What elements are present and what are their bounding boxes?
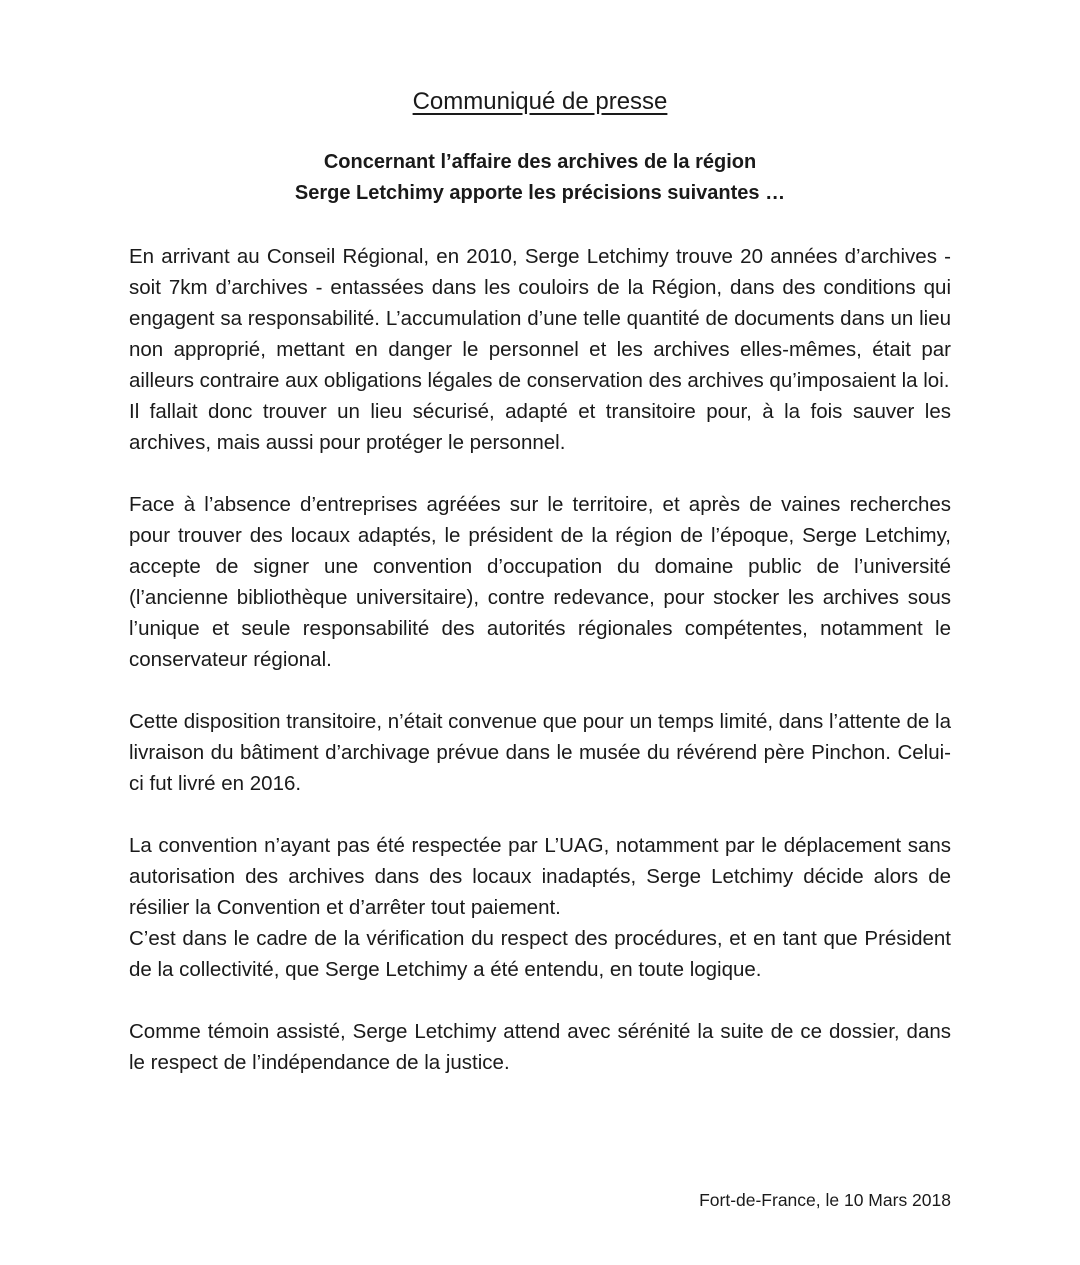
subtitle-line-1: Concernant l’affaire des archives de la région [323, 151, 757, 173]
paragraph-arrival: En arrivant au Conseil Régional, en 2010, Serge Letchimy trouve 20 années d’archives - soit 7km d’archives - entassées dans les couloirs de la Région, dans des conditions qui engagent sa responsabilité. L’accumulation d’une telle quantité de documents dans un lieu non approprié, mettant en danger le personnel et les archives elles-mêmes, était par ailleurs contraire aux obligations légales de conservation des archives qu’imposaient la loi. [129, 245, 951, 392]
document-title [0, 84, 1080, 120]
paragraph-hearing: C’est dans le cadre de la vérification du respect des procédures, et en tant que Président de la collectivité, que Serge Letchimy a été entendu, en toute logique. [129, 927, 951, 981]
paragraph-transitional: Cette disposition transitoire, n’était convenue que pour un temps limité, dans l’attente de la livraison du bâtiment d’archivage prévue dans le musée du révérend père Pinchon. Celui-ci fut livré en 2016. [129, 710, 951, 795]
document-body [129, 241, 951, 1109]
paragraph-witness: Comme témoin assisté, Serge Letchimy attend avec sérénité la suite de ce dossier, dans le respect de l’indépendance de la justice. [129, 1020, 951, 1074]
paragraph-secure-location: Il fallait donc trouver un lieu sécurisé, adapté et transitoire pour, à la fois sauver les archives, mais aussi pour protéger le personnel. [129, 400, 951, 454]
paragraph-convention: Face à l’absence d’entreprises agréées sur le territoire, et après de vaines recherches pour trouver des locaux adaptés, le président de la région de l’époque, Serge Letchimy, accepte de signer une convention d’occupation du domaine public de l’université (l’ancienne bibliothèque universitaire), contre redevance, pour stocker les archives sous l’unique et seule responsabilité des autorités régionales compétentes, notamment le conservateur régional. [129, 493, 951, 671]
subtitle-line-2: Serge Letchimy apporte les précisions suivantes … [294, 182, 786, 204]
document-subtitle [0, 147, 1080, 209]
document-title-text: Communiqué de presse [412, 88, 668, 115]
place-and-date: Fort-de-France, le 10 Mars 2018 [699, 1190, 951, 1210]
paragraph-termination: La convention n’ayant pas été respectée par L’UAG, notamment par le déplacement sans autorisation des archives dans des locaux inadaptés, Serge Letchimy décide alors de résilier la Convention et d’arrêter tout paiement. [129, 834, 951, 919]
